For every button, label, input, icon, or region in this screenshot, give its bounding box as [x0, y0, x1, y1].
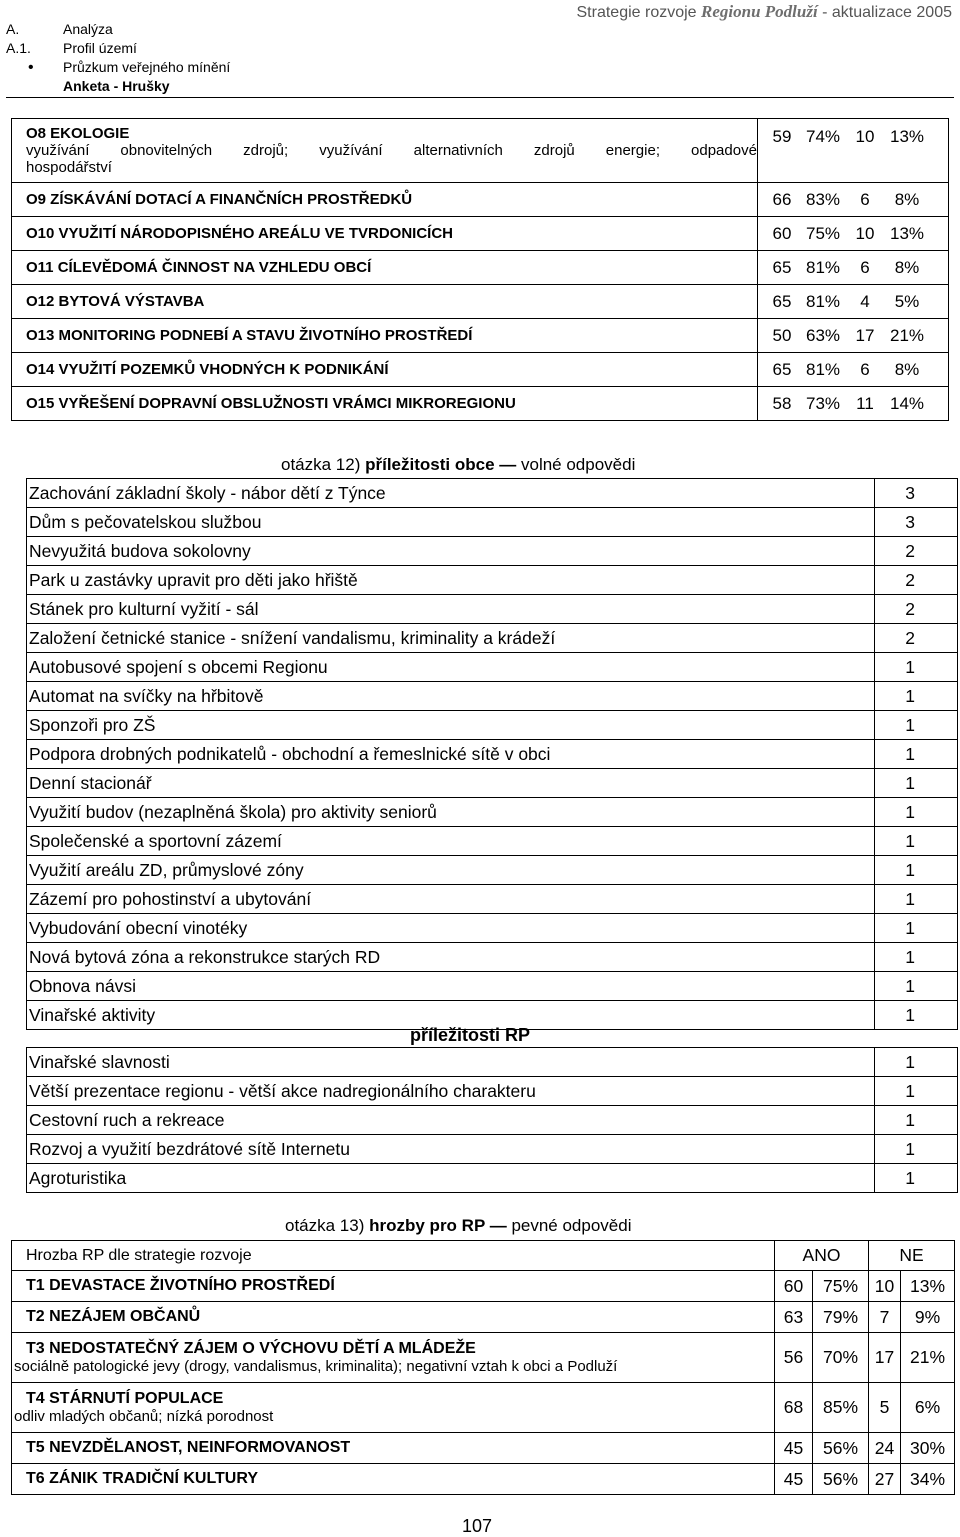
- no-percent: 8%: [894, 257, 920, 277]
- header-region-logo-text: Regionu Podluží: [701, 2, 818, 21]
- header-section-title: Profil území: [63, 40, 137, 56]
- answer-count: 1: [875, 1164, 958, 1193]
- yes-count: 66: [772, 189, 792, 209]
- row-subtitle: [26, 142, 757, 159]
- row-values: [758, 353, 949, 387]
- rp-opportunities-heading: příležitosti RP: [410, 1025, 531, 1045]
- list-item: [27, 914, 958, 943]
- yes-count: 60: [772, 223, 792, 243]
- threat-label: [12, 1271, 775, 1302]
- yes-count: 60: [775, 1271, 813, 1302]
- question-topic: hrozby pro RP: [369, 1216, 485, 1235]
- answer-count: 1: [875, 769, 958, 798]
- table-header-row: [12, 1241, 955, 1271]
- answer-count: 1: [875, 653, 958, 682]
- no-percent: 5%: [894, 291, 920, 311]
- table-row: [12, 1433, 955, 1464]
- question-topic: příležitosti obce: [365, 455, 495, 474]
- no-percent: 13%: [901, 1271, 955, 1302]
- answer-count: 1: [875, 827, 958, 856]
- threat-title: T6 ZÁNIK TRADIČNÍ KULTURY: [26, 1470, 258, 1487]
- no-count: 4: [860, 291, 870, 311]
- yes-count: 56: [775, 1333, 813, 1383]
- threat-label: [12, 1302, 775, 1333]
- list-item: [27, 711, 958, 740]
- header-section-code: A.1.: [6, 40, 31, 56]
- yes-count: 65: [772, 291, 792, 311]
- answer-text: Nevyužitá budova sokolovny: [27, 537, 875, 566]
- document-header-left: [6, 20, 230, 96]
- yes-percent: 74%: [805, 127, 841, 146]
- page-number: 107: [462, 1516, 493, 1536]
- yes-percent: 75%: [805, 223, 841, 243]
- yes-percent: 75%: [813, 1271, 869, 1302]
- yes-percent: 63%: [805, 325, 841, 345]
- answer-count: 1: [875, 1106, 958, 1135]
- threat-title: T3 NEDOSTATEČNÝ ZÁJEM O VÝCHOVU DĚTÍ A MLÁDEŽE: [26, 1340, 476, 1357]
- list-item: [27, 479, 958, 508]
- no-percent: 6%: [901, 1383, 955, 1433]
- answer-text: Vybudování obecní vinotéky: [27, 914, 875, 943]
- row-label: O14 VYUŽITÍ POZEMKŮ VHODNÝCH K PODNIKÁNÍ: [12, 353, 758, 387]
- header-strategy-text: Strategie rozvoje: [576, 4, 702, 21]
- header-section-code: A.: [6, 21, 20, 37]
- threat-title: T5 NEVZDĚLANOST, NEINFORMOVANOST: [26, 1439, 351, 1456]
- table-row: [12, 353, 949, 387]
- row-label: O10 VYUŽITÍ NÁRODOPISNÉHO AREÁLU VE TVRDONICÍCH: [12, 217, 758, 251]
- table-row: [12, 387, 949, 421]
- no-count: 6: [860, 257, 870, 277]
- yes-count: 45: [775, 1464, 813, 1495]
- rp-answers-table: [26, 1047, 958, 1193]
- answer-count: 1: [875, 1001, 958, 1030]
- threat-title: T2 NEZÁJEM OBČANŮ: [26, 1308, 201, 1325]
- list-item: [27, 1164, 958, 1193]
- table-row: [12, 217, 949, 251]
- answer-count: 1: [875, 740, 958, 769]
- bullet-icon: •: [28, 59, 34, 76]
- list-item: [27, 682, 958, 711]
- answer-count: 3: [875, 508, 958, 537]
- subtitle-word: využívání: [319, 142, 383, 159]
- threat-label: [12, 1333, 775, 1383]
- threats-table: [11, 1240, 955, 1495]
- threat-label: [12, 1464, 775, 1495]
- column-header-no: NE: [869, 1241, 955, 1271]
- list-item: [27, 769, 958, 798]
- no-percent: 21%: [901, 1333, 955, 1383]
- answer-count: 1: [875, 711, 958, 740]
- question-type: volné odpovědi: [520, 455, 636, 474]
- table-row: [12, 183, 949, 217]
- no-count: 27: [869, 1464, 901, 1495]
- answer-count: 2: [875, 624, 958, 653]
- answer-count: 1: [875, 914, 958, 943]
- row-values: [758, 387, 949, 421]
- subtitle-word: odpadové: [691, 142, 757, 159]
- answer-count: 2: [875, 595, 958, 624]
- question-number: otázka 12): [281, 455, 366, 474]
- row-values: [758, 319, 949, 353]
- yes-percent: 56%: [813, 1433, 869, 1464]
- list-item: [27, 566, 958, 595]
- row-label: O9 ZÍSKÁVÁNÍ DOTACÍ A FINANČNÍCH PROSTŘEDKŮ: [12, 183, 758, 217]
- answer-text: Dům s pečovatelskou službou: [27, 508, 875, 537]
- row-values: [758, 183, 949, 217]
- yes-count: 68: [775, 1383, 813, 1433]
- answer-count: 1: [875, 1077, 958, 1106]
- answer-count: 1: [875, 682, 958, 711]
- list-item: [27, 653, 958, 682]
- threat-description: sociálně patologické jevy (drogy, vandalismus, kriminalita); negativní vztah k obci a Podluží: [14, 1358, 618, 1375]
- subtitle-word: zdrojů;: [243, 142, 289, 159]
- list-item: [27, 740, 958, 769]
- answer-text: Denní stacionář: [27, 769, 875, 798]
- table-row: [12, 1302, 955, 1333]
- yes-percent: 81%: [805, 359, 841, 379]
- header-divider: [6, 97, 954, 98]
- no-percent: 21%: [889, 325, 925, 345]
- no-count: 10: [855, 223, 875, 243]
- answer-text: Vinařské slavnosti: [27, 1048, 875, 1077]
- list-item: [27, 856, 958, 885]
- yes-percent: 81%: [805, 257, 841, 277]
- subtitle-word: využívání: [26, 142, 90, 159]
- row-values: [758, 251, 949, 285]
- no-count: 6: [860, 189, 870, 209]
- answer-count: 1: [875, 856, 958, 885]
- answer-count: 1: [875, 943, 958, 972]
- answer-text: Cestovní ruch a rekreace: [27, 1106, 875, 1135]
- subtitle-word: alternativních: [413, 142, 503, 159]
- answer-text: Zázemí pro pohostinství a ubytování: [27, 885, 875, 914]
- no-percent: 8%: [894, 189, 920, 209]
- no-percent: 34%: [901, 1464, 955, 1495]
- header-row: [6, 20, 230, 39]
- answer-text: Park u zastávky upravit pro děti jako hřiště: [27, 566, 875, 595]
- no-percent: 8%: [894, 359, 920, 379]
- no-percent: 9%: [901, 1302, 955, 1333]
- row-label: O12 BYTOVÁ VÝSTAVBA: [12, 285, 758, 319]
- answer-count: 2: [875, 537, 958, 566]
- answer-text: Nová bytová zóna a rekonstrukce starých RD: [27, 943, 875, 972]
- list-item: [27, 537, 958, 566]
- answer-count: 1: [875, 885, 958, 914]
- yes-percent: 73%: [805, 393, 841, 413]
- answer-text: Větší prezentace regionu - větší akce nadregionálního charakteru: [27, 1077, 875, 1106]
- header-section-title: Průzkum veřejného mínění: [63, 59, 231, 75]
- question-13-title: [285, 1216, 631, 1236]
- header-row: [6, 39, 230, 58]
- yes-percent: 81%: [805, 291, 841, 311]
- yes-count: 50: [772, 325, 792, 345]
- table-row: [12, 119, 949, 183]
- threat-title: T4 STÁRNUTÍ POPULACE: [26, 1390, 224, 1407]
- list-item: [27, 1135, 958, 1164]
- no-percent: 30%: [901, 1433, 955, 1464]
- row-label: O13 MONITORING PODNEBÍ A STAVU ŽIVOTNÍHO PROSTŘEDÍ: [12, 319, 758, 353]
- threat-description: odliv mladých občanů; nízká porodnost: [14, 1408, 274, 1425]
- no-percent: 14%: [889, 393, 925, 413]
- row-values: [758, 119, 949, 183]
- answer-text: Vinařské aktivity: [27, 1001, 875, 1030]
- row-label: O15 VYŘEŠENÍ DOPRAVNÍ OBSLUŽNOSTI VRÁMCI MIKROREGIONU: [12, 387, 758, 421]
- question-dash: —: [494, 455, 521, 474]
- no-count: 17: [855, 325, 875, 345]
- answer-text: Využití areálu ZD, průmyslové zóny: [27, 856, 875, 885]
- yes-percent: 85%: [813, 1383, 869, 1433]
- answer-text: Automat na svíčky na hřbitově: [27, 682, 875, 711]
- question-dash: —: [484, 1216, 512, 1235]
- answer-text: Založení četnické stanice - snížení vandalismu, kriminality a krádeží: [27, 624, 875, 653]
- list-item: [27, 595, 958, 624]
- yes-count: 59: [772, 127, 792, 146]
- yes-count: 65: [772, 257, 792, 277]
- list-item: [27, 1048, 958, 1077]
- header-row: [6, 77, 230, 96]
- no-percent: 13%: [889, 223, 925, 243]
- threat-label: [12, 1383, 775, 1433]
- table-row: [12, 285, 949, 319]
- column-header-yes: ANO: [775, 1241, 869, 1271]
- answer-count: 1: [875, 798, 958, 827]
- answer-text: Zachování základní školy - nábor dětí z Týnce: [27, 479, 875, 508]
- answer-count: 2: [875, 566, 958, 595]
- row-values: [758, 285, 949, 319]
- answer-text: Společenské a sportovní zázemí: [27, 827, 875, 856]
- subtitle-word: zdrojů: [533, 142, 575, 159]
- subtitle-word: obnovitelných: [120, 142, 213, 159]
- no-count: 10: [869, 1271, 901, 1302]
- yes-percent: 56%: [813, 1464, 869, 1495]
- subtitle-word: energie;: [605, 142, 660, 159]
- answer-count: 1: [875, 1048, 958, 1077]
- list-item: [27, 1077, 958, 1106]
- opportunities-table: [11, 118, 949, 421]
- document-header-right: [577, 2, 953, 22]
- no-count: 24: [869, 1433, 901, 1464]
- answer-text: Obnova návsi: [27, 972, 875, 1001]
- list-item: [27, 827, 958, 856]
- header-update-text: - aktualizace 2005: [817, 4, 952, 21]
- table-row: [12, 1271, 955, 1302]
- no-percent: 13%: [889, 127, 925, 146]
- no-count: 11: [856, 393, 874, 413]
- table-row: [12, 1464, 955, 1495]
- yes-count: 65: [772, 359, 792, 379]
- answer-text: Podpora drobných podnikatelů - obchodní a řemeslnické sítě v obci: [27, 740, 875, 769]
- list-item: [27, 798, 958, 827]
- list-item: [27, 943, 958, 972]
- table-row: [12, 251, 949, 285]
- answer-count: 1: [875, 972, 958, 1001]
- no-count: 7: [869, 1302, 901, 1333]
- yes-percent: 83%: [805, 189, 841, 209]
- no-count: 6: [860, 359, 870, 379]
- threat-title: T1 DEVASTACE ŽIVOTNÍHO PROSTŘEDÍ: [26, 1277, 335, 1294]
- yes-count: 58: [772, 393, 792, 413]
- answer-text: Rozvoj a využití bezdrátové sítě Internetu: [27, 1135, 875, 1164]
- table-row: [12, 319, 949, 353]
- row-title: O8 EKOLOGIE: [26, 125, 130, 142]
- free-answers-table: [26, 478, 958, 1030]
- no-count: 5: [869, 1383, 901, 1433]
- answer-text: Autobusové spojení s obcemi Regionu: [27, 653, 875, 682]
- yes-percent: 70%: [813, 1333, 869, 1383]
- row-subtitle-continued: hospodářství: [26, 159, 112, 176]
- yes-percent: 79%: [813, 1302, 869, 1333]
- no-count: 10: [855, 127, 875, 146]
- yes-count: 45: [775, 1433, 813, 1464]
- table-row: [12, 1333, 955, 1383]
- no-count: 17: [869, 1333, 901, 1383]
- question-type: pevné odpovědi: [511, 1216, 632, 1235]
- question-12-title: [281, 455, 635, 475]
- table-row: [12, 1383, 955, 1433]
- row-values: [758, 217, 949, 251]
- list-item: [27, 1106, 958, 1135]
- header-section-code: [6, 77, 63, 96]
- yes-count: 63: [775, 1302, 813, 1333]
- header-section-title: Analýza: [63, 21, 113, 37]
- threat-label: [12, 1433, 775, 1464]
- question-number: otázka 13): [285, 1216, 370, 1235]
- list-item: [27, 885, 958, 914]
- list-item: [27, 508, 958, 537]
- answer-text: Agroturistika: [27, 1164, 875, 1193]
- answer-count: 3: [875, 479, 958, 508]
- answer-text: Sponzoři pro ZŠ: [27, 711, 875, 740]
- answer-text: Stánek pro kulturní vyžití - sál: [27, 595, 875, 624]
- row-label: [12, 119, 758, 183]
- column-header-threat: Hrozba RP dle strategie rozvoje: [12, 1241, 775, 1271]
- row-label: O11 CÍLEVĚDOMÁ ČINNOST NA VZHLEDU OBCÍ: [12, 251, 758, 285]
- list-item: [27, 624, 958, 653]
- answer-text: Využití budov (nezaplněná škola) pro aktivity seniorů: [27, 798, 875, 827]
- list-item: [27, 972, 958, 1001]
- header-row: [6, 58, 230, 77]
- answer-count: 1: [875, 1135, 958, 1164]
- header-survey-title: Anketa - Hrušky: [63, 78, 170, 94]
